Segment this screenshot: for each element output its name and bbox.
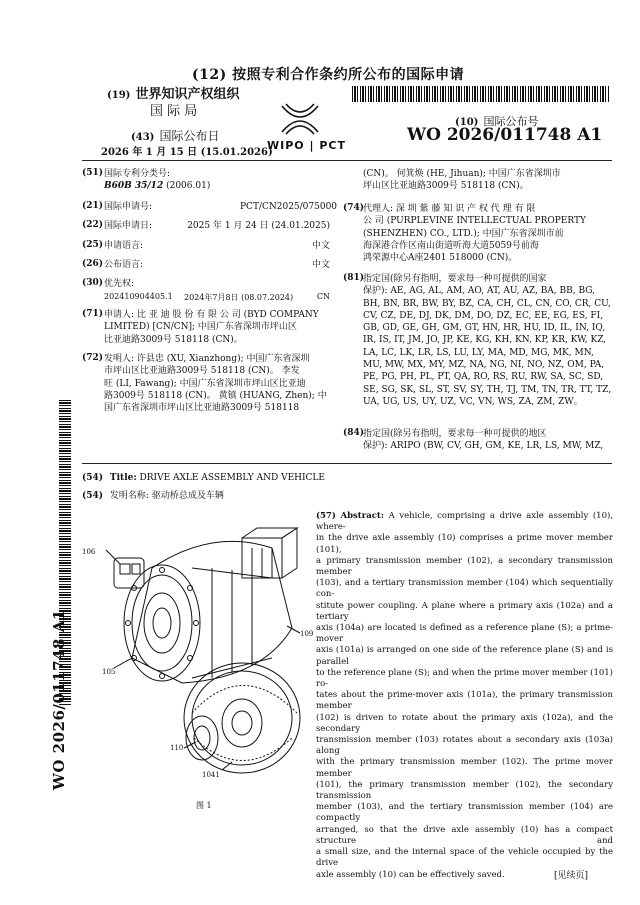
motor-end-ring — [124, 565, 200, 681]
appno-value: PCT/CN2025/075000 — [240, 202, 338, 212]
abstract-line: a small size, and the internal space of the vehicle occupied by the drive — [316, 847, 613, 869]
title-cn-label: 发明名称: — [109, 491, 149, 501]
filing-label: 国际申请日: — [104, 221, 153, 231]
publang-label: 公布语言: — [104, 260, 144, 270]
ref-109: 109 — [300, 630, 314, 638]
ref-106: 106 — [82, 548, 96, 556]
inventor-block — [104, 353, 332, 414]
agent-line: (SHENZHEN) CO., LTD.); 中国广东省深圳市前 — [363, 228, 564, 239]
ref-110: 110 — [170, 744, 184, 752]
abstract-line: (101), the primary transmission member (102), the secondary transmission — [316, 779, 613, 802]
states81-line: IR, IS, IT, JM, JO, JP, KE, KG, KH, KN, KP, KR, KW, KZ, — [363, 335, 607, 346]
abstract-line: stitute power coupling. A plane where a primary axis (102a) and a tertiary — [316, 600, 613, 622]
states81-line: CV, CZ, DE, DJ, DK, DM, DO, DZ, EC, EE, EG, ES, FI, — [363, 310, 604, 321]
pubdate-label-row — [131, 125, 220, 144]
priority-number: 202410904405.1 — [104, 292, 173, 301]
pubdate-label: 国际公布日 — [159, 129, 220, 143]
agent-line: 公 司 (PURPLEVINE INTELLECTUAL PROPERTY — [363, 216, 586, 227]
publication-title: (12) 按照专利合作条约所公布的国际申请 — [192, 67, 465, 83]
agent-block — [363, 203, 613, 264]
title-en-row — [82, 472, 325, 484]
inventor-line: 坪山区比亚迪路3009号 518118 (CN)。 — [363, 181, 529, 192]
states81-line: GB, GD, GE, GH, GM, GT, HN, HR, HU, ID, IL, IN, IQ, — [363, 323, 606, 334]
abstract-block — [316, 511, 613, 881]
abstract-line — [316, 511, 613, 533]
abstract-line: tates about the prime-mover axis (101a), the primary transmission member — [316, 690, 613, 712]
abstract-line: member (103), and the tertiary transmission member (104) are compactly — [316, 802, 613, 824]
agent-inid: (74) — [343, 203, 365, 213]
appno-inid: (21) — [82, 201, 104, 211]
header-divider — [82, 160, 612, 161]
abstract-line: axle assembly (10) can be effectively saved. — [316, 869, 505, 880]
title-en-inid: (54) — [82, 473, 104, 483]
states81-line: MU, MW, MX, MY, MZ, NA, NG, NI, NO, NZ, OM, PA, — [363, 360, 605, 371]
agent-line: 代理人: 深 圳 紫 藤 知 识 产 权 代 理 有 限 — [363, 204, 536, 214]
ipc-code: B60B 35/12 — [104, 181, 164, 191]
figure-1 — [82, 508, 314, 798]
applicant-block — [104, 309, 332, 346]
states81-line: 保护): AE, AG, AL, AM, AO, AT, AU, AZ, BA, BB, BG, — [363, 286, 595, 297]
side-publication-number: WO 2026/011748 A1 — [50, 609, 68, 790]
states81-line: BH, BN, BR, BW, BY, BZ, CA, CH, CL, CN, CO, CR, CU, — [363, 298, 611, 309]
inventor-line: 市坪山区比亚迪路3009号 518118 (CN)。 李发 — [104, 366, 300, 377]
filing-inid: (22) — [82, 220, 104, 230]
inventor-line: 发明人: 许县忠 (XU, Xianzhong); 中国广东省深圳 — [104, 354, 310, 364]
priority-inid: (30) — [82, 278, 104, 288]
gear-housing — [184, 663, 300, 773]
org-inid: (19) — [107, 90, 131, 101]
pubno-label: 国际公布号 — [483, 115, 539, 128]
figure-caption: 图 1 — [196, 801, 212, 810]
lang-label: 申请语言: — [104, 241, 144, 251]
agent-line: 鸿荣源中心A座2401 518000 (CN)。 — [363, 253, 518, 264]
priority-country: CN — [316, 292, 330, 301]
publang-inid: (26) — [82, 259, 104, 269]
ipc-inid: (51) — [82, 168, 104, 178]
lang-inid: (25) — [82, 240, 104, 250]
agent-line: 海深港合作区南山街道听海大道5059号前海 — [363, 240, 539, 251]
applicant-line: 申请人: 比 亚 迪 股 份 有 限 公 司 (BYD COMPANY — [104, 310, 319, 320]
priority-date: 2024年7月8日 (08.07.2024) — [184, 293, 294, 302]
applicant-inid: (71) — [82, 309, 104, 319]
states81-block — [363, 273, 613, 408]
abstract-line: axis (104a) are located is defined as a reference plane (S); a prime-mover — [316, 623, 613, 645]
wipo-pct-text: WIPO | PCT — [267, 139, 346, 152]
lang-value: 中文 — [311, 241, 330, 251]
title-en: DRIVE AXLE ASSEMBLY AND VEHICLE — [139, 473, 325, 483]
abstract-line: axis (101a) is arranged on one side of the reference plane (S) and is parallel — [316, 645, 613, 667]
states81-line: PE, PG, PH, PL, PT, QA, RO, RS, RU, RW, SA, SC, SD, — [363, 372, 604, 383]
inventor-line: (CN)。 何箕焕 (HE, Jihuan); 中国广东省深圳市 — [363, 169, 561, 179]
states84-block — [363, 428, 613, 453]
abstract-line: arranged, so that the drive axle assembly (10) has a compact structure and — [316, 824, 613, 846]
abstract-line: in the drive axle assembly (10) comprises a prime mover member (101), — [316, 533, 613, 555]
abstract-line: with the primary transmission member (102). The prime mover member — [316, 757, 613, 779]
abstract-text: A vehicle, comprising a drive axle assembly (10), where- — [316, 511, 614, 533]
publication-number: WO 2026/011748 A1 — [407, 125, 603, 145]
states81-inid: (81) — [343, 273, 365, 283]
abstract-label: Abstract: — [340, 511, 384, 521]
title-cn-row — [82, 490, 224, 502]
org-bureau: 国 际 局 — [150, 104, 198, 119]
states84-line: 保护): ARIPO (BW, CV, GH, GM, KE, LR, LS, MW, MZ, — [363, 441, 604, 452]
title-cn: 驱动桥总成及车辆 — [151, 491, 224, 501]
abstract-line: a primary transmission member (102), a secondary transmission member — [316, 555, 613, 578]
states81-line: UA, UG, US, UY, UZ, VC, VN, WS, ZA, ZM, ZW。 — [363, 396, 583, 407]
ipc-date: (2006.01) — [166, 181, 211, 191]
states81-line: LA, LC, LK, LR, LS, LU, LY, MA, MD, MG, MK, MN, — [363, 347, 594, 358]
ipc-value-row — [104, 180, 210, 192]
inventor-continued — [363, 168, 613, 193]
org-name: 世界知识产权组织 — [135, 87, 240, 102]
abstract-inid: (57) — [316, 511, 336, 521]
filing-value: 2025 年 1 月 24 日 (24.01.2025) — [187, 221, 330, 231]
ref-1041: 1041 — [202, 771, 220, 779]
appno-label: 国际申请号: — [104, 202, 153, 212]
applicant-line: LIMITED) [CN/CN]; 中国广东省深圳市坪山区 — [104, 322, 297, 333]
states81-line: SE, SG, SK, SL, ST, SV, SY, TH, TJ, TM, TN, TR, TT, TZ, — [363, 384, 612, 395]
inventor-line: 路3009号 518118 (CN)。 黄镇 (HUANG, Zhen); 中 — [104, 390, 327, 401]
pubno-inid: (10) — [455, 117, 479, 128]
abstract-line: (102) is driven to rotate about the primary axis (102a), and the secondary — [316, 712, 613, 734]
barcode-top — [352, 86, 610, 102]
pubdate-inid: (43) — [131, 132, 155, 143]
abstract-line: transmission member (103) rotates about a secondary axis (103a) along — [316, 735, 613, 757]
drive-axle-drawing — [92, 508, 314, 798]
inventor-line: 旺 (LI, Fawang); 中国广东省深圳市坪山区比亚迪 — [104, 378, 306, 389]
priority-row — [104, 292, 330, 301]
title-cn-inid: (54) — [82, 491, 104, 501]
biblio-divider — [82, 463, 612, 464]
abstract-line: (103), and a tertiary transmission member (104) which sequentially con- — [316, 578, 613, 600]
publang-value: 中文 — [311, 260, 330, 270]
inventor-line: 国广东省深圳市坪山区比亚迪路3009号 518118 — [104, 403, 300, 414]
priority-label: 优先权: — [104, 279, 135, 289]
states81-line: 指定国(除另有指明，要求每一种可提供的国家 — [363, 274, 547, 284]
inventor-inid: (72) — [82, 353, 104, 363]
ref-105: 105 — [102, 668, 116, 676]
continued-note: [见续页] — [554, 871, 589, 881]
applicant-line: 比亚迪路3009号 518118 (CN)。 — [104, 334, 243, 345]
title-en-label: Title: — [109, 473, 137, 483]
states84-line: 指定国(除另有指明，要求每一种可提供的地区 — [363, 429, 547, 439]
abstract-line: to the reference plane (S); and when the prime mover member (101) ro- — [316, 667, 613, 690]
pubdate-value: 2026 年 1 月 15 日 (15.01.2026) — [101, 147, 273, 158]
ipc-label: 国际专利分类号: — [104, 169, 171, 179]
states84-inid: (84) — [343, 428, 365, 438]
